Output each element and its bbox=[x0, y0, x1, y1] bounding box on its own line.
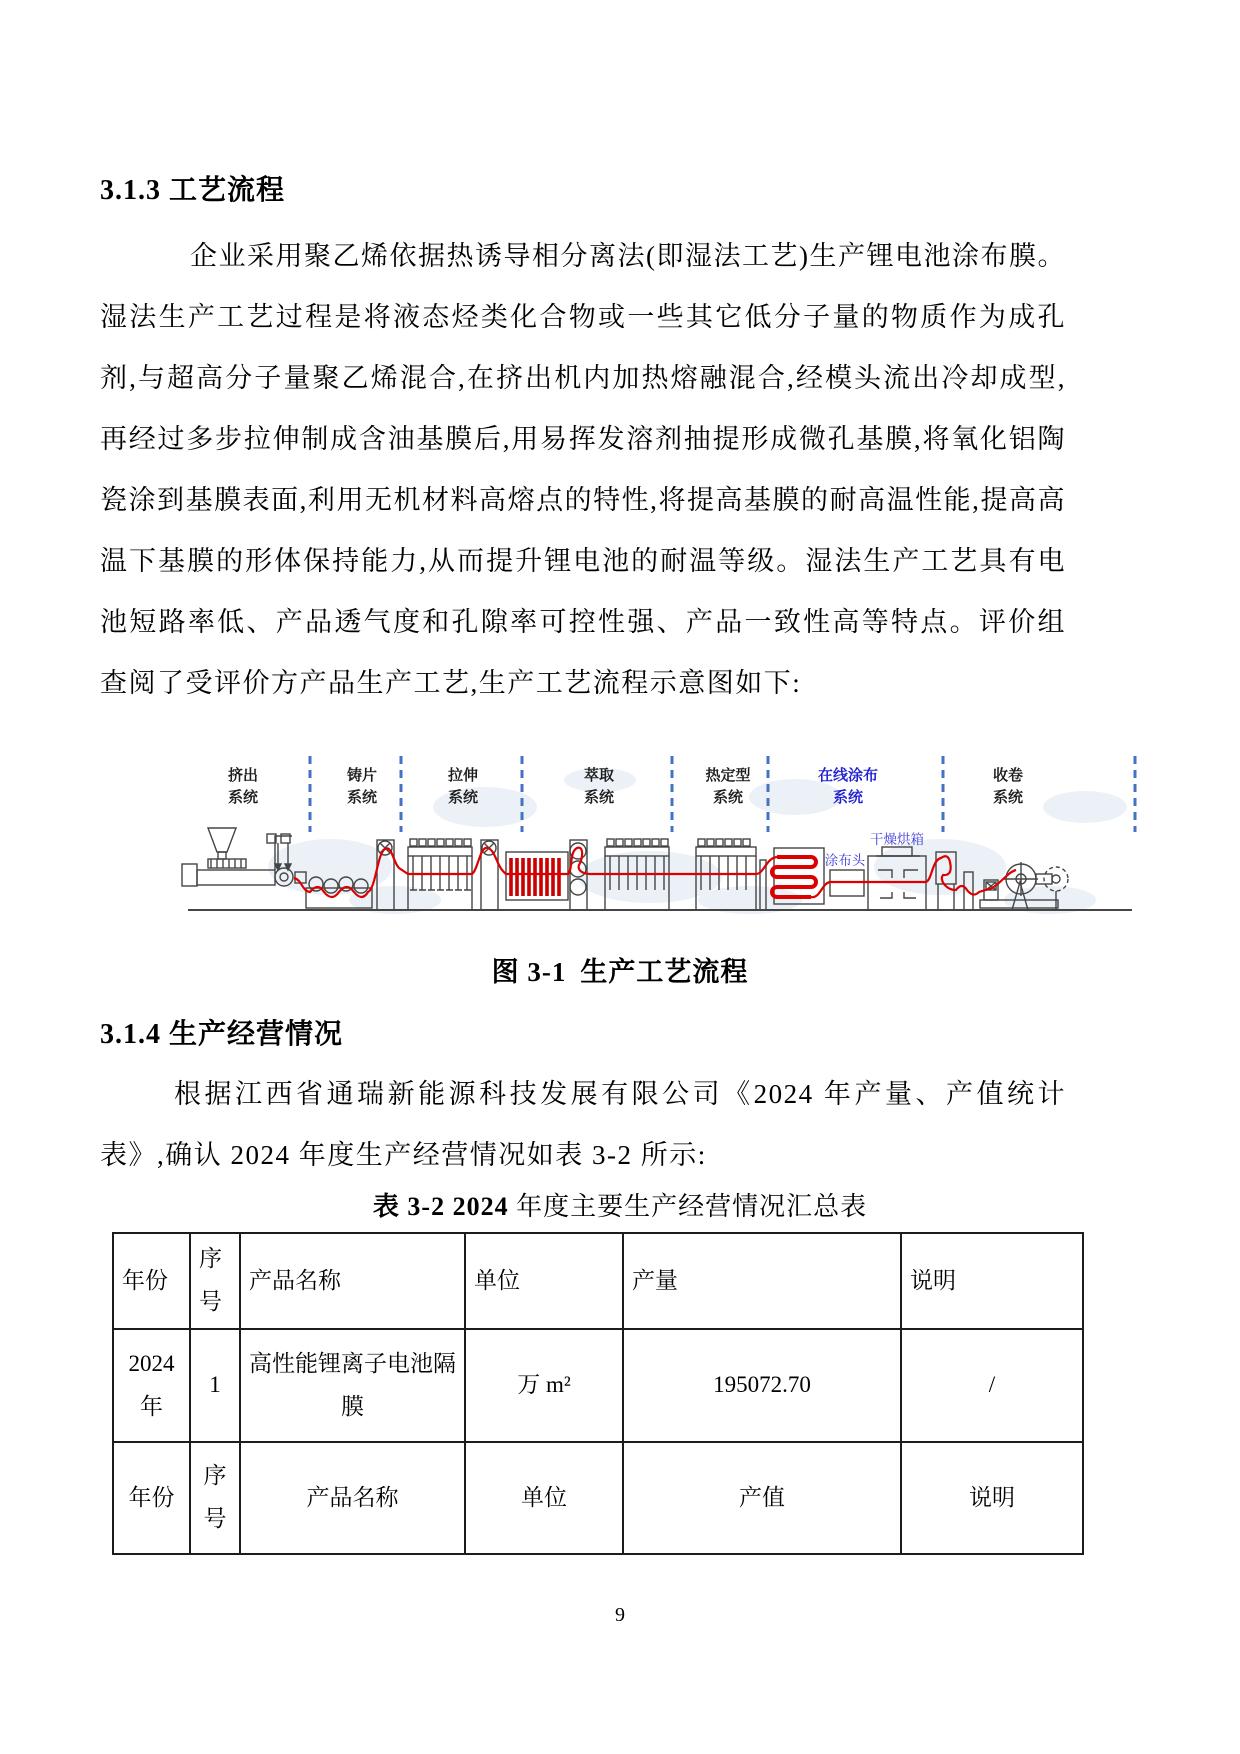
footer-index-cell: 序号 bbox=[190, 1442, 240, 1554]
system-label-extraction-l2: 系统 bbox=[583, 789, 615, 806]
figure-caption-text: 生产工艺流程 bbox=[580, 957, 749, 987]
system-label-heatset-l2: 系统 bbox=[712, 789, 744, 806]
header-output-cell: 产量 bbox=[623, 1233, 901, 1329]
header-year-cell: 年份 bbox=[113, 1233, 190, 1329]
system-label-stretching-l1: 拉伸 bbox=[447, 767, 479, 784]
system-label-stretching-l2: 系统 bbox=[447, 789, 479, 806]
table-caption-bold: 表 3-2 2024 bbox=[372, 1192, 509, 1221]
header-index-cell: 序号 bbox=[190, 1233, 240, 1329]
table-caption bbox=[0, 1186, 1240, 1223]
production-summary-table bbox=[112, 1232, 1084, 1555]
section-3-1-3-heading: 3.1.3 工艺流程 bbox=[100, 175, 286, 206]
system-label-winding-l2: 系统 bbox=[992, 789, 1024, 806]
system-label-casting-l1: 铸片 bbox=[346, 767, 378, 784]
dry-oven-label: 干燥烘箱 bbox=[870, 832, 924, 847]
header-unit-cell: 单位 bbox=[465, 1233, 623, 1329]
process-flow-diagram bbox=[180, 752, 1160, 924]
data-note-cell: / bbox=[901, 1329, 1083, 1442]
operation-paragraph: 根据江西省通瑞新能源科技发展有限公司《2024 年产量、产值统计表》,确认 2024 年度生产经营情况如表 3-2 所示: bbox=[100, 1079, 1066, 1170]
footer-value-cell: 产值 bbox=[623, 1442, 901, 1554]
data-year-cell: 2024 年 bbox=[113, 1329, 190, 1442]
page-number: 9 bbox=[615, 1604, 625, 1626]
footer-product-cell: 产品名称 bbox=[240, 1442, 465, 1554]
data-product-cell: 高性能锂离子电池隔膜 bbox=[240, 1329, 465, 1442]
header-note-cell: 说明 bbox=[901, 1233, 1083, 1329]
coating-head-label: 涂布头 bbox=[824, 853, 866, 868]
table-caption-rest: 年度主要生产经营情况汇总表 bbox=[508, 1192, 868, 1221]
footer-note-cell: 说明 bbox=[901, 1442, 1083, 1554]
figure-caption-label: 图 3-1 bbox=[491, 957, 567, 987]
system-label-extraction-l1: 萃取 bbox=[583, 767, 615, 784]
table-header-row bbox=[113, 1233, 1083, 1329]
table-data-row bbox=[113, 1329, 1083, 1442]
table-footer-header-row bbox=[113, 1442, 1083, 1554]
process-description-paragraph: 企业采用聚乙烯依据热诱导相分离法(即湿法工艺)生产锂电池涂布膜。湿法生产工艺过程是将液态烃类化合物或一些其它低分子量的物质作为成孔剂,与超高分子量聚乙烯混合,在挤出机内加热熔融混合,经模头流出冷却成型,再经过多步拉伸制成含油基膜后,用易挥发溶剂抽提形成微孔基膜,将氧化铝陶瓷涂到基膜表面,利用无机材料高熔点的特性,将提高基膜的耐高温性能,提高高温下基膜的形体保持能力,从而提升锂电池的耐温等级。湿法生产工艺具有电池短路率低、产品透气度和孔隙率可控性强、产品一致性高等特点。评价组查阅了受评价方产品生产工艺,生产工艺流程示意图如下: bbox=[100, 241, 1066, 698]
system-label-coating-l2: 系统 bbox=[832, 789, 864, 806]
system-label-extrusion-l1: 挤出 bbox=[227, 767, 259, 784]
header-product-cell: 产品名称 bbox=[240, 1233, 465, 1329]
footer-year-cell: 年份 bbox=[113, 1442, 190, 1554]
section-3-1-4-heading: 3.1.4 生产经营情况 bbox=[100, 1019, 344, 1050]
system-label-heatset-l1: 热定型 bbox=[705, 767, 751, 784]
data-output-cell: 195072.70 bbox=[623, 1329, 901, 1442]
system-label-coating-l1: 在线涂布 bbox=[817, 767, 879, 784]
system-label-extrusion-l2: 系统 bbox=[227, 789, 259, 806]
system-label-winding-l1: 收卷 bbox=[992, 767, 1024, 784]
footer-unit-cell: 单位 bbox=[465, 1442, 623, 1554]
data-unit-cell: 万 m² bbox=[465, 1329, 623, 1442]
figure-caption bbox=[0, 950, 1240, 989]
process-flow-svg bbox=[180, 752, 1160, 924]
system-label-casting-l2: 系统 bbox=[346, 789, 378, 806]
data-index-cell: 1 bbox=[190, 1329, 240, 1442]
